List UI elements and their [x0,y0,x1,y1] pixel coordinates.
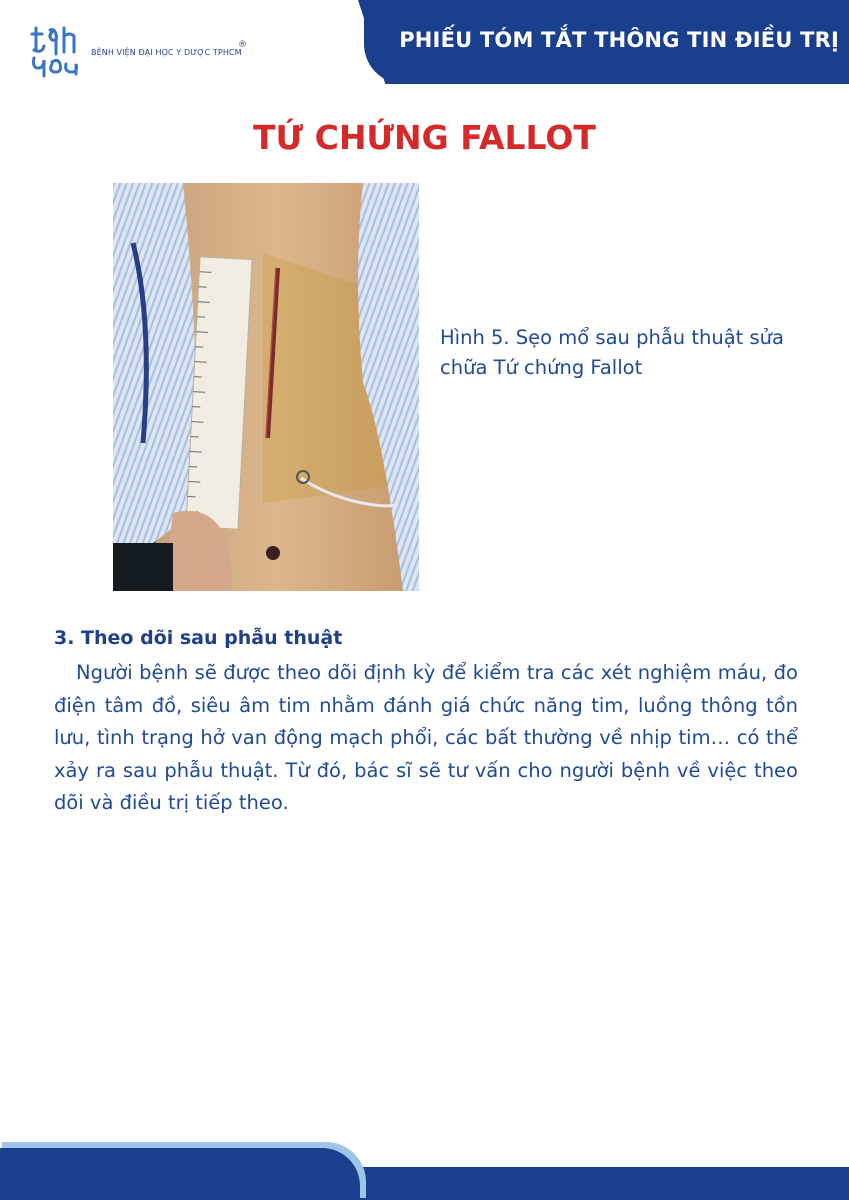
surgical-scar-photo [113,183,419,591]
page-title: TỨ CHỨNG FALLOT [253,118,596,157]
hospital-name: BỆNH VIỆN ĐẠI HỌC Y DƯỢC TPHCM [91,48,242,57]
hospital-logo-icon [30,24,88,80]
footer-bar-right [349,1167,849,1200]
section-body: Người bệnh sẽ được theo dõi định kỳ để kiểm tra các xét nghiệm máu, đo điện tâm đồ, siêu âm tim nhằm đánh giá chức năng tim, luồng thông tồn lưu, tình trạng hở van động mạch phổi, các bất thường về nhịp tim… có thể xảy ra sau phẫu thuật. Từ đó, bác sĩ sẽ tư vấn cho người bệnh về việc theo dõi và điều trị tiếp theo. [54,661,798,814]
registered-mark: ® [238,40,247,50]
figure-caption: Hình 5. Sẹo mổ sau phẫu thuật sửa chữa Tứ chứng Fallot [440,326,784,379]
section-heading: 3. Theo dõi sau phẫu thuật [54,627,343,649]
header-title: PHIẾU TÓM TẮT THÔNG TIN ĐIỀU TRỊ [399,28,839,52]
footer-bar-left [0,1148,360,1200]
